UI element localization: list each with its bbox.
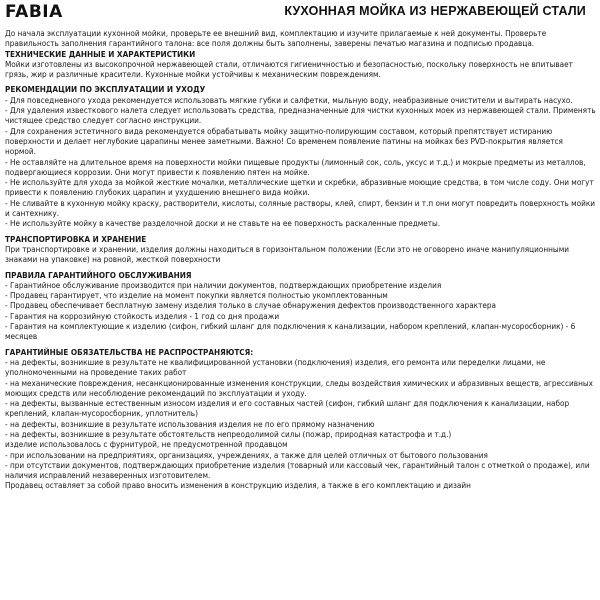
list-item: - Гарантия на коррозийную стойкость изделия - 1 год со дня продажи <box>5 310 280 321</box>
section-title: ТРАНСПОРТИРОВКА И ХРАНЕНИЕ <box>5 233 147 244</box>
list-item: - на дефекты, возникшие в результате обстоятельств непреодолимой силы (пожар, природная катастрофа и т.д.) <box>5 428 452 439</box>
section-title: ТЕХНИЧЕСКИЕ ДАННЫЕ И ХАРАКТЕРИСТИКИ <box>5 48 196 59</box>
care-list <box>5 95 596 229</box>
document-body <box>5 28 596 496</box>
section-title: ПРАВИЛА ГАРАНТИЙНОГО ОБСЛУЖИВАНИЯ <box>5 269 192 280</box>
intro-paragraph: До начала эксплуатации кухонной мойки, проверьте ее внешний вид, комплектацию и изучите прилагаемые к ней документы. Проверьте правильность заполнения гарантийного талона: все поля должны быть заполнены, заверены печатью магазина и подписью продавца. <box>5 28 547 49</box>
list-item: - Не используйте для ухода за мойкой жесткие мочалки, металлические щетки и скребки, абразивные моющие средства, в том числе соду. Они могут привести к появлению глубоких царапин и ухудшению внешнего вида мойки. <box>5 177 594 198</box>
section-tech-specs <box>5 49 596 80</box>
list-item: - Гарантия на комплектующие к изделию (сифон, гибкий шланг для подключения к канализации, набором креплений, клапан-мусоросборник) - 6 месяцев <box>5 321 576 342</box>
section-title: ГАРАНТИЙНЫЕ ОБЯЗАТЕЛЬСТВА НЕ РАСПРОСТРАНЯЮТСЯ: <box>5 346 254 357</box>
list-item: - на дефекты, возникшие в результате использования изделия не по его прямому назначению <box>5 418 375 429</box>
list-item: - Для сохранения эстетичного вида рекомендуется обрабатывать мойку защитно-полирующим составом, который препятствует истиранию поверхности и делает неглубокие царапины менее заметными. Важно! Со временем появление патины на мойках без PVD-покрытия является нормой. <box>5 125 563 157</box>
section-text: Мойки изготовлены из высокопрочной нержавеющей стали, отличаются гигиеничностью и безопасностью, поскольку поверхность не впитывает грязь, жир и различные красители. Кухонные мойки устойчивы к механическим повреждениям. <box>5 58 573 80</box>
warranty-rules-list <box>5 280 596 342</box>
list-item: - при использовании на предприятиях, организациях, учреждениях, а также для целей отличных от бытового пользования <box>5 449 488 460</box>
list-item: - на дефекты, вызванные естественным износом изделия и его составных частей (сифон, гибкий шланг для подключения к канализации, набор креплений, клапан-мусоросборник, уплотнитель) <box>5 398 570 419</box>
footer-note: Продавец оставляет за собой право вносить изменения в конструкцию изделия, а также в его комплектацию и дизайн <box>5 480 471 491</box>
list-item: - Для удаления известкового налета следует использовать средства, предназначенные для чистки кухонных моек из нержавеющей стали. Применять чистящее средство следует согласно инструкции. <box>5 105 596 126</box>
list-item: - Не используйте мойку в качестве разделочной доски и не ставьте на ее поверхность раскаленные предметы. <box>5 218 441 229</box>
list-item: - Продавец обеспечивает бесплатную замену изделия только в случае обнаружения дефектов производственного характера <box>5 300 496 311</box>
section-warranty-rules <box>5 270 596 342</box>
section-title: РЕКОМЕНДАЦИИ ПО ЭКСПЛУАТАЦИИ И УХОДУ <box>5 84 206 95</box>
list-item: - Продавец гарантирует, что изделие на момент покупки является полностью укомплектованным <box>5 290 388 301</box>
section-text: При транспортировке и хранении, изделия должны находиться в горизонтальном положении (Если это не оговорено иначе манипуляционными знаками на упаковке) на ровной, жесткой поверхности <box>5 243 569 265</box>
section-exclusions <box>5 347 596 491</box>
document-title: КУХОННАЯ МОЙКА ИЗ НЕРЖАВЕЮЩЕЙ СТАЛИ <box>284 4 586 18</box>
list-item: - Гарантийное обслуживание производится при наличии документов, подтверждающих приобретение изделия <box>5 279 442 290</box>
section-care <box>5 84 596 228</box>
list-item: - Для повседневного ухода рекомендуется использовать мягкие губки и салфетки, мыльную воду, неабразивные очистители и вытирать насухо. <box>5 94 573 105</box>
header <box>5 3 596 25</box>
list-item: - Не оставляйте на длительное время на поверхности мойки пищевые продукты (лимонный сок, соль, уксус и т.д.) и мокрые предметы из металлов, подвергающиеся коррозии. Они могут привести к появлению пятен на мойке. <box>5 156 586 177</box>
section-transport <box>5 234 596 265</box>
list-item: - Не сливайте в кухонную мойку краску, растворители, кислоты, соляные растворы, клей, спирт, бензин и т.п они могут повредить поверхность мойки и сантехнику. <box>5 197 595 219</box>
brand-logo: FABIA <box>5 2 63 22</box>
list-item: - при отсутствии документов, подтверждающих приобретение изделия (товарный или кассовый чек, гарантийный талон с отметкой о продаже), или наличия исправлений незаверенных изготовителем. <box>5 459 590 481</box>
list-item: изделие использовалось с фурнитурой, не предусмотренной продавцом <box>5 439 288 450</box>
list-item: - на механические повреждения, несанкционированные изменения конструкции, следы воздействия химических и абразивных веществ, агрессивных моющих средств или несоблюдение рекомендаций по эксплуатации и уходу. <box>5 377 593 398</box>
list-item: - на дефекты, возникшие в результате не квалифицированной установки (подключения) изделия, его ремонта или переделки лицами, не уполномоченными на проведение таких работ <box>5 356 546 378</box>
exclusions-list <box>5 357 596 481</box>
